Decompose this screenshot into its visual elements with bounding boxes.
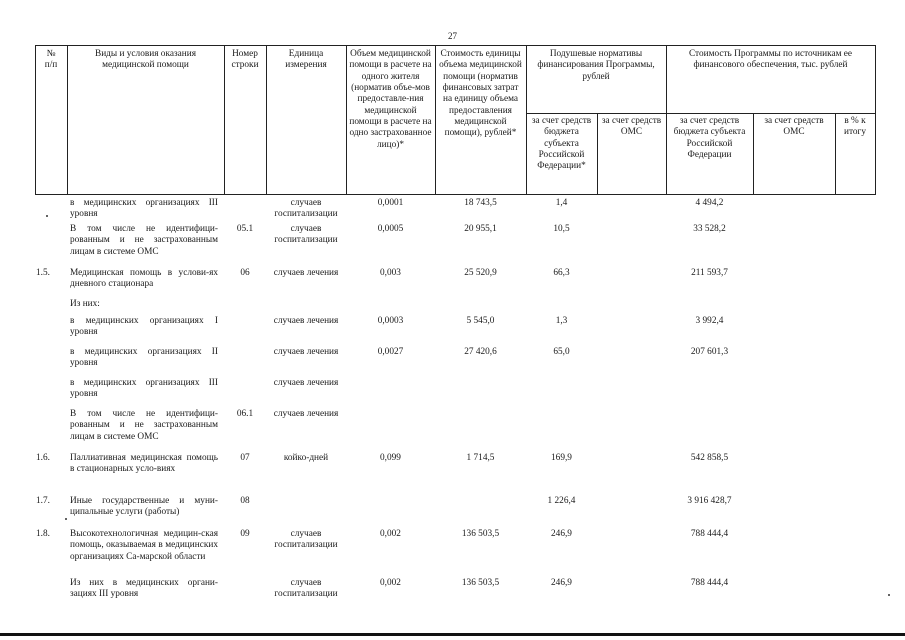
header-kind: Виды и условия оказания медицинской помощи xyxy=(95,49,196,71)
header-program-budget: за счет средств бюджета субъекта Российской Федерации xyxy=(673,116,746,160)
page-bottom-edge xyxy=(0,633,905,636)
cell-num: 1.7. xyxy=(36,496,50,506)
cell-row-number: 08 xyxy=(240,496,250,506)
header-unit: Единица измерения xyxy=(285,49,327,71)
cell-unit: случаев госпитализации xyxy=(274,198,338,220)
cell-program-budget: 4 494,2 xyxy=(695,198,724,208)
cell-per-capita-budget: 1 226,4 xyxy=(547,496,576,506)
cell-unit-cost: 18 743,5 xyxy=(464,198,497,208)
cell-num: 1.8. xyxy=(36,529,50,539)
cell-kind: Медицинская помощь в услови-ях дневного стационара xyxy=(70,268,218,290)
cell-kind: Высокотехнологичная медицин-ская помощь, оказываемая в медицинских организациях Са-марской области xyxy=(70,529,218,562)
cell-volume: 0,0001 xyxy=(377,198,404,208)
cell-kind: Из них в медицинских органи-зациях III уровня xyxy=(70,578,218,600)
cell-volume: 0,003 xyxy=(380,268,401,278)
column-divider xyxy=(526,45,527,195)
header-program-cost: Стоимость Программы по источникам ее финансового обеспечения, тыс. рублей xyxy=(688,49,853,71)
cell-unit: случаев лечения xyxy=(273,409,339,419)
column-divider xyxy=(67,45,68,195)
scan-speck xyxy=(65,518,67,520)
cell-unit: случаев госпитализации xyxy=(274,578,338,600)
cell-program-budget: 3 916 428,7 xyxy=(687,496,732,506)
cell-row-number: 07 xyxy=(240,453,250,463)
cell-program-budget: 542 858,5 xyxy=(690,453,729,463)
cell-kind: Иные государственные и муни-ципальные услуги (работы) xyxy=(70,496,218,518)
header-subdivider xyxy=(526,113,876,114)
page-number: 27 xyxy=(448,31,457,41)
cell-unit: случаев лечения xyxy=(273,378,339,388)
header-bottom-border xyxy=(35,194,876,195)
cell-unit-cost: 5 545,0 xyxy=(466,316,495,326)
cell-unit-cost: 20 955,1 xyxy=(464,224,497,234)
column-divider xyxy=(875,45,876,195)
header-unit-cost: Стоимость единицы объема медицинской помощи (норматив финансовых затрат на единицу объема предоставления медицинской помощи), рублей* xyxy=(439,49,522,139)
cell-kind: Паллиативная медицинская помощь в стационарных усло-виях xyxy=(70,453,218,475)
header-row-number: Номер строки xyxy=(231,49,259,71)
cell-per-capita-budget: 246,9 xyxy=(551,529,572,539)
cell-program-budget: 788 444,4 xyxy=(690,529,729,539)
cell-num: 1.6. xyxy=(36,453,50,463)
cell-kind: в медицинских организациях III уровня xyxy=(70,378,218,400)
cell-per-capita-budget: 66,3 xyxy=(553,268,570,278)
cell-per-capita-budget: 169,9 xyxy=(551,453,572,463)
header-per-capita-budget: за счет средств бюджета субъекта Российской Федерации* xyxy=(531,116,592,172)
cell-unit: случаев госпитализации xyxy=(274,224,338,246)
cell-kind: в медицинских организациях II уровня xyxy=(70,347,218,369)
column-divider xyxy=(835,113,836,195)
table-top-border xyxy=(35,45,876,46)
header-program-percent: в % к итогу xyxy=(843,116,867,138)
cell-kind: В том числе не идентифици-рованным и не застрахованным лицам в системе ОМС xyxy=(70,409,218,442)
header-per-capita-oms: за счет средств ОМС xyxy=(601,116,662,138)
cell-unit-cost: 25 520,9 xyxy=(464,268,497,278)
cell-per-capita-budget: 1,3 xyxy=(555,316,568,326)
column-divider xyxy=(666,45,667,195)
cell-unit: койко-дней xyxy=(283,453,329,463)
column-divider xyxy=(346,45,347,195)
column-divider xyxy=(266,45,267,195)
cell-program-budget: 3 992,4 xyxy=(695,316,724,326)
header-volume: Объем медицинской помощи в расчете на одного жителя (норматив объе-мов предоставле-ния медицинской помощи в расчете на одно застрахованное лицо)* xyxy=(349,49,432,150)
cell-program-budget: 788 444,4 xyxy=(690,578,729,588)
cell-unit-cost: 1 714,5 xyxy=(466,453,495,463)
cell-row-number: 06.1 xyxy=(236,409,254,419)
scan-speck xyxy=(46,215,48,217)
cell-row-number: 09 xyxy=(240,529,250,539)
cell-unit: случаев лечения xyxy=(273,316,339,326)
cell-per-capita-budget: 65,0 xyxy=(553,347,570,357)
cell-kind: в медицинских организациях III уровня xyxy=(70,198,218,220)
header-program-oms: за счет средств ОМС xyxy=(764,116,824,138)
column-divider xyxy=(753,113,754,195)
column-divider xyxy=(224,45,225,195)
column-divider xyxy=(435,45,436,195)
cell-volume: 0,002 xyxy=(380,578,401,588)
cell-per-capita-budget: 10,5 xyxy=(553,224,570,234)
cell-unit-cost: 136 503,5 xyxy=(461,578,500,588)
cell-volume: 0,0027 xyxy=(377,347,404,357)
cell-kind: Из них: xyxy=(70,299,100,309)
cell-row-number: 06 xyxy=(240,268,250,278)
cell-per-capita-budget: 246,9 xyxy=(551,578,572,588)
scan-speck xyxy=(888,594,890,596)
header-num: № п/п xyxy=(44,49,58,71)
cell-program-budget: 33 528,2 xyxy=(693,224,726,234)
cell-unit: случаев госпитализации xyxy=(274,529,338,551)
cell-unit: случаев лечения xyxy=(273,268,339,278)
cell-per-capita-budget: 1,4 xyxy=(555,198,568,208)
cell-program-budget: 211 593,7 xyxy=(691,268,728,278)
column-divider xyxy=(597,113,598,195)
cell-program-budget: 207 601,3 xyxy=(690,347,729,357)
header-per-capita: Подушевые нормативы финансирования Программы, рублей xyxy=(537,49,655,82)
cell-volume: 0,0005 xyxy=(377,224,404,234)
cell-unit: случаев лечения xyxy=(273,347,339,357)
cell-volume: 0,002 xyxy=(380,529,401,539)
cell-unit-cost: 27 420,6 xyxy=(464,347,497,357)
cell-volume: 0,0003 xyxy=(377,316,404,326)
cell-unit-cost: 136 503,5 xyxy=(461,529,500,539)
column-divider xyxy=(35,45,36,195)
cell-volume: 0,099 xyxy=(380,453,401,463)
cell-kind: В том числе не идентифици-рованным и не застрахованным лицам в системе ОМС xyxy=(70,224,218,257)
cell-num: 1.5. xyxy=(36,268,50,278)
cell-kind: в медицинских организациях I уровня xyxy=(70,316,218,338)
cell-row-number: 05.1 xyxy=(236,224,254,234)
